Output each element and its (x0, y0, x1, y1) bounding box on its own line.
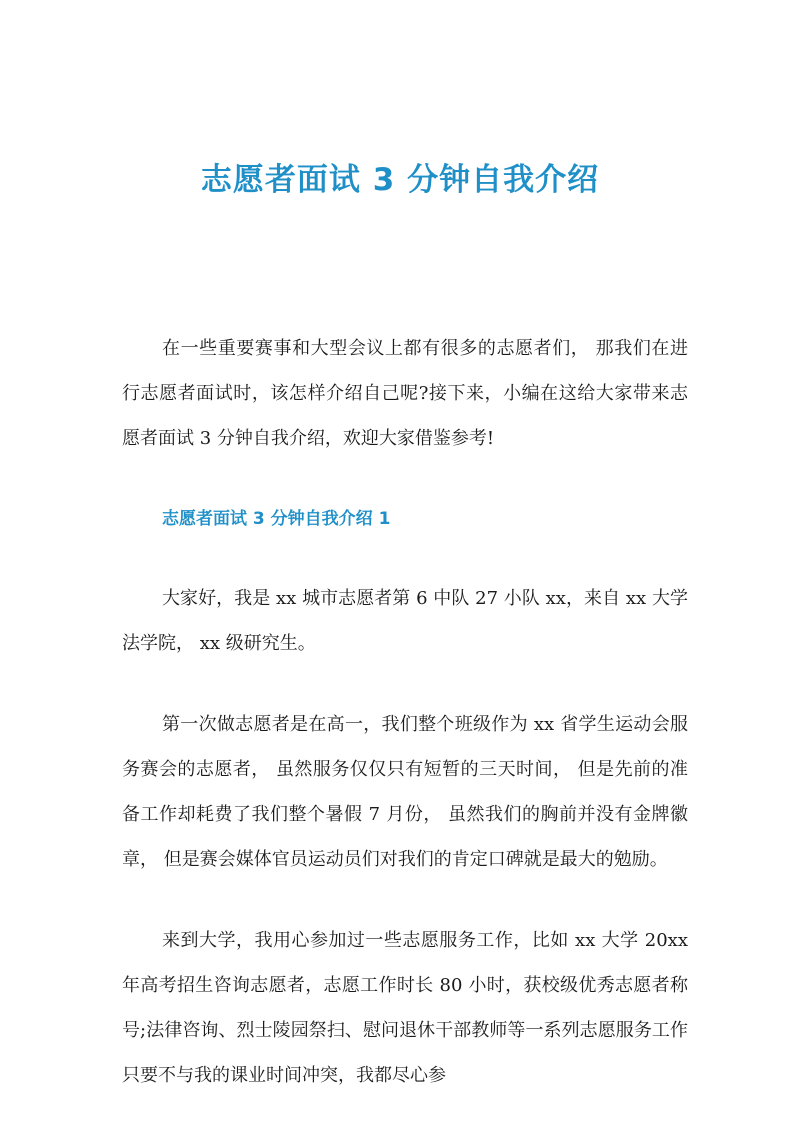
document-body (122, 326, 688, 1098)
section-heading-1: 志愿者面试 3 分钟自我介绍 1 (162, 509, 391, 529)
paragraph-1: 大家好，我是 xx 城市志愿者第 6 中队 27 小队 xx，来自 xx 大学法学院， xx 级研究生。 (122, 588, 688, 654)
intro-paragraph: 在一些重要赛事和大型会议上都有很多的志愿者们， 那我们在进行志愿者面试时，该怎样介绍自己呢?接下来，小编在这给大家带来志愿者面试 3 分钟自我介绍，欢迎大家借鉴参考! (122, 338, 688, 449)
paragraph-3: 来到大学，我用心参加过一些志愿服务工作，比如 xx 大学 20xx 年高考招生咨询志愿者，志愿工作时长 80 小时，获校级优秀志愿者称号;法律咨询、烈士陵园祭扫、慰问退休干部教师等一系列志愿服务工作只要不与我的课业时间冲突，我都尽心参 (122, 930, 688, 1086)
paragraph-2: 第一次做志愿者是在高一，我们整个班级作为 xx 省学生运动会服务赛会的志愿者， 虽然服务仅仅只有短暂的三天时间， 但是先前的准备工作却耗费了我们整个暑假 7 月份， 虽然我们的胸前并没有金牌徽章， 但是赛会媒体官员运动员们对我们的肯定口碑就是最大的勉励。 (122, 714, 688, 870)
document-title: 志愿者面试 3 分钟自我介绍 (200, 162, 600, 198)
